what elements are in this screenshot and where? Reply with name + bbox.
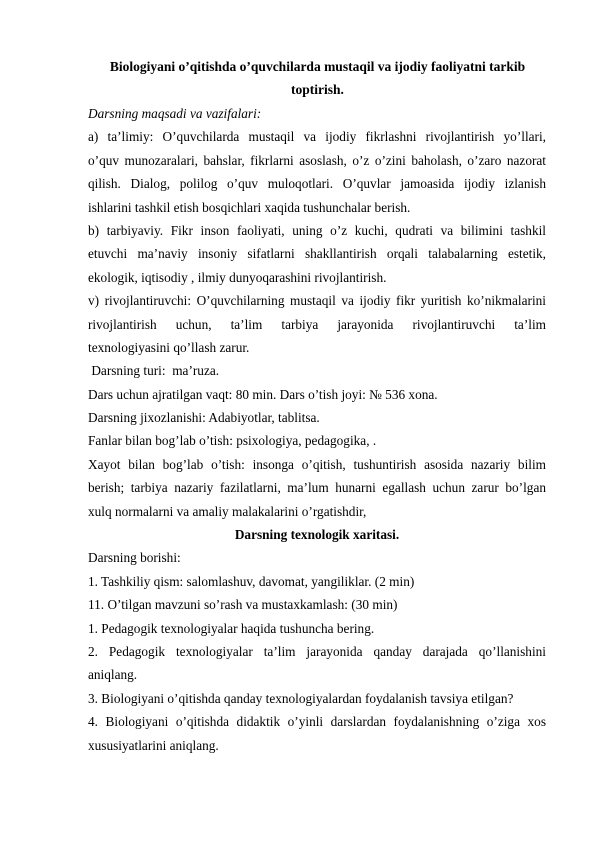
- life-link-line: xulq normalarni va amaliy malakalarini o’rgatishdir,: [88, 503, 367, 519]
- goal-a-line: o’quv munozaralari, bahslar, fikrlarni asoslash, o’z o’zini baholash, o’zaro nazorat: [88, 152, 546, 168]
- lesson-type: Darsning turi: ma’ruza.: [88, 363, 220, 379]
- question-item: 2. Pedagogik texnologiyalar ta’lim jarayonida qanday darajada qo’llanishini: [88, 643, 546, 659]
- question-item: 1. Pedagogik texnologiyalar haqida tushuncha bering.: [88, 620, 375, 636]
- life-link-line: berish; tarbiya nazariy fazilatlarni, ma’lum hunarni egallash uchun zarur bo’lgan: [88, 480, 546, 496]
- goal-a-line: a) ta’limiy: O’quvchilarda mustaqil va ijodiy fikrlashni rivojlantirish yo’llari,: [88, 129, 546, 145]
- life-link-line: Xayot bilan bog’lab o’tish: insonga o’qitish, tushuntirish asosida nazariy bilim: [88, 456, 546, 472]
- question-item-continued: aniqlang.: [88, 667, 138, 683]
- goal-v-line: texnologiyasini qo’llash zarur.: [88, 339, 250, 355]
- document-title: [90, 55, 545, 101]
- question-item: 4. Biologiyani o’qitishda didaktik o’yinli darslardan foydalanishning o’ziga xos: [88, 714, 546, 730]
- goals-heading: Darsning maqsadi va vazifalari:: [88, 106, 262, 121]
- step-organizational: 1. Tashkiliy qism: salomlashuv, davomat, yangiliklar. (2 min): [88, 573, 415, 589]
- technology-map-heading: Darsning texnologik xaritasi.: [234, 527, 400, 543]
- goal-b-line: ekologik, iqtisodiy , ilmiy dunyoqarashini rivojlantirish.: [88, 269, 387, 285]
- step-review: 11. O’tilgan mavzuni so’rash va mustaxkamlash: (30 min): [88, 597, 398, 613]
- goal-a-line: ishlarini tashkil etish bosqichlari xaqida tushunchalar berish.: [88, 199, 411, 215]
- interdisciplinary-links: Fanlar bilan bog’lab o’tish: psixologiya, pedagogika, .: [88, 433, 377, 449]
- title-line-2: toptirish.: [291, 82, 344, 97]
- goal-b-line: b) tarbiyaviy. Fikr inson faoliyati, uning o’z kuchi, qudrati va bilimini tashkil: [88, 222, 546, 238]
- goal-b-line: etuvchi ma’naviy insoniy sifatlarni shakllantirish orqali talabalarning estetik,: [88, 246, 546, 262]
- title-line-1: Biologiyani o’qitishda o’quvchilarda mustaqil va ijodiy faoliyatni tarkib: [109, 59, 526, 74]
- goal-v-line: rivojlantirish uchun, ta’lim tarbiya jarayonida rivojlantiruvchi ta’lim: [88, 316, 546, 332]
- lesson-course-label: Darsning borishi:: [88, 550, 181, 566]
- lesson-equipment: Darsning jixozlanishi: Adabiyotlar, tablitsa.: [88, 410, 320, 426]
- goal-v-line: v) rivojlantiruvchi: O’quvchilarning mustaqil va ijodiy fikr yuritish ko’nikmalarini: [88, 293, 546, 309]
- document-body: [88, 102, 546, 757]
- question-item-continued: xususiyatlarini aniqlang.: [88, 737, 219, 753]
- lesson-time-place: Dars uchun ajratilgan vaqt: 80 min. Dars o’tish joyi: № 536 xona.: [88, 386, 438, 402]
- question-item: 3. Biologiyani o’qitishda qanday texnologiyalardan foydalanish tavsiya etilgan?: [88, 690, 514, 706]
- goal-a-line: qilish. Dialog, polilog o’quv muloqotlari. O’quvlar jamoasida ijodiy izlanish: [88, 176, 546, 192]
